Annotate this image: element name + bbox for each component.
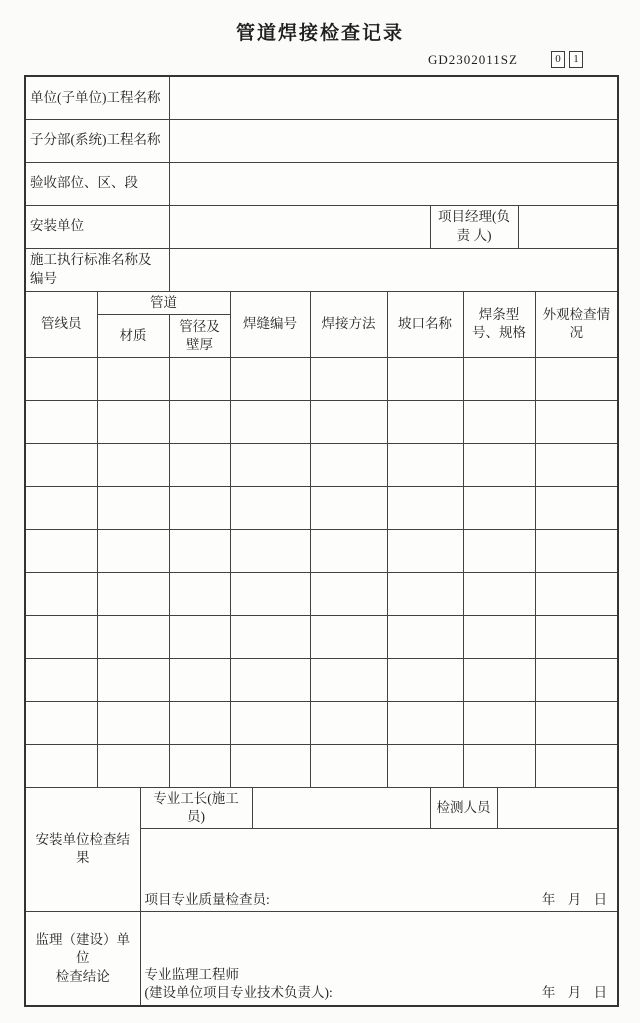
grid-cell[interactable]	[535, 701, 618, 744]
grid-cell[interactable]	[230, 486, 310, 529]
grid-cell[interactable]	[230, 529, 310, 572]
page-number-boxes	[551, 51, 583, 68]
install-check-date: 年 月 日	[541, 891, 608, 907]
grid-cell[interactable]	[310, 615, 387, 658]
grid-empty-row	[25, 486, 618, 529]
grid-cell[interactable]	[387, 615, 463, 658]
grid-empty-row	[25, 701, 618, 744]
grid-cell[interactable]	[310, 443, 387, 486]
grid-cell[interactable]	[463, 357, 535, 400]
grid-empty-row	[25, 744, 618, 787]
supervision-label	[25, 912, 140, 1006]
grid-cell[interactable]	[535, 744, 618, 787]
grid-cell[interactable]	[463, 701, 535, 744]
project-manager-value[interactable]	[518, 205, 618, 248]
supervision-row	[25, 912, 618, 1006]
grid-cell[interactable]	[387, 443, 463, 486]
quality-inspector-label: 项目专业质量检查员:	[144, 891, 270, 907]
acceptance-part-value[interactable]	[169, 162, 618, 205]
foreman-label: 专业工长(施工员)	[140, 787, 252, 828]
info-row-subdivision	[25, 119, 618, 162]
grid-cell[interactable]	[535, 615, 618, 658]
supervision-sign-cell[interactable]	[140, 912, 618, 1006]
grid-cell[interactable]	[25, 400, 97, 443]
grid-cell[interactable]	[230, 744, 310, 787]
grid-cell[interactable]	[387, 486, 463, 529]
grid-cell[interactable]	[97, 572, 169, 615]
grid-cell[interactable]	[230, 615, 310, 658]
grid-cell[interactable]	[230, 357, 310, 400]
grid-cell[interactable]	[230, 443, 310, 486]
grid-empty-row	[25, 357, 618, 400]
grid-cell[interactable]	[169, 529, 230, 572]
grid-cell[interactable]	[97, 658, 169, 701]
page-box-0: 0	[551, 51, 565, 68]
grid-empty-row	[25, 529, 618, 572]
grid-cell[interactable]	[310, 572, 387, 615]
grid-cell[interactable]	[230, 658, 310, 701]
grid-cell[interactable]	[169, 443, 230, 486]
grid-cell[interactable]	[535, 443, 618, 486]
grid-cell[interactable]	[25, 615, 97, 658]
grid-cell[interactable]	[230, 572, 310, 615]
grid-cell[interactable]	[97, 615, 169, 658]
acceptance-part-label: 验收部位、区、段	[25, 162, 169, 205]
grid-cell[interactable]	[310, 357, 387, 400]
grid-header-row-1	[25, 291, 618, 314]
grid-cell[interactable]	[463, 572, 535, 615]
tester-label: 检测人员	[430, 787, 497, 828]
install-unit-label: 安装单位	[25, 205, 169, 248]
info-row-acceptance-part	[25, 162, 618, 205]
supervision-date: 年 月 日	[541, 985, 608, 1001]
grid-cell[interactable]	[463, 529, 535, 572]
supervision-label-line1: 监理（建设）单位	[35, 932, 130, 966]
supervision-engineer-label: 专业监理工程师	[144, 967, 239, 983]
info-row-standard	[25, 248, 618, 291]
grid-cell[interactable]	[97, 443, 169, 486]
grid-cell[interactable]	[535, 529, 618, 572]
page-box-1: 1	[569, 51, 583, 68]
grid-cell[interactable]	[169, 658, 230, 701]
info-row-install-unit	[25, 205, 618, 248]
col-header-weld-method: 焊接方法	[310, 291, 387, 357]
col-header-groove-name: 坡口名称	[387, 291, 463, 357]
grid-cell[interactable]	[230, 701, 310, 744]
grid-cell[interactable]	[310, 744, 387, 787]
grid-cell[interactable]	[25, 529, 97, 572]
project-manager-label: 项目经理(负责 人)	[430, 205, 518, 248]
grid-cell[interactable]	[25, 572, 97, 615]
tester-value[interactable]	[497, 787, 618, 828]
install-check-label: 安装单位检查结果	[25, 787, 140, 911]
grid-cell[interactable]	[97, 701, 169, 744]
grid-cell[interactable]	[535, 400, 618, 443]
grid-cell[interactable]	[463, 744, 535, 787]
grid-cell[interactable]	[387, 658, 463, 701]
quality-inspector-sign-cell[interactable]	[140, 829, 618, 912]
grid-cell[interactable]	[310, 658, 387, 701]
grid-cell[interactable]	[387, 400, 463, 443]
supervision-engineer-sub-label: (建设单位项目专业技术负责人):	[144, 985, 333, 1001]
col-header-weld-no: 焊缝编号	[230, 291, 310, 357]
grid-cell[interactable]	[310, 400, 387, 443]
grid-cell[interactable]	[169, 400, 230, 443]
foreman-value[interactable]	[252, 787, 430, 828]
grid-cell[interactable]	[535, 357, 618, 400]
grid-empty-row	[25, 400, 618, 443]
grid-cell[interactable]	[169, 615, 230, 658]
grid-cell[interactable]	[169, 701, 230, 744]
grid-cell[interactable]	[463, 615, 535, 658]
install-unit-value[interactable]	[169, 205, 430, 248]
form-code: GD2302011SZ	[428, 52, 518, 67]
unit-project-label: 单位(子单位)工程名称	[25, 76, 169, 119]
grid-cell[interactable]	[463, 443, 535, 486]
grid-cell[interactable]	[387, 744, 463, 787]
grid-cell[interactable]	[535, 486, 618, 529]
grid-cell[interactable]	[25, 701, 97, 744]
col-header-pipe-group: 管道	[97, 291, 230, 314]
grid-cell[interactable]	[97, 744, 169, 787]
grid-empty-row	[25, 572, 618, 615]
grid-cell[interactable]	[463, 400, 535, 443]
grid-cell[interactable]	[97, 529, 169, 572]
grid-cell[interactable]	[387, 572, 463, 615]
grid-cell[interactable]	[25, 658, 97, 701]
grid-cell[interactable]	[169, 572, 230, 615]
col-header-pipeline-worker: 管线员	[25, 291, 97, 357]
grid-cell[interactable]	[310, 701, 387, 744]
col-header-appearance: 外观检查情况	[535, 291, 618, 357]
grid-cell[interactable]	[463, 658, 535, 701]
unit-project-value[interactable]	[169, 76, 618, 119]
grid-cell[interactable]	[97, 486, 169, 529]
grid-cell[interactable]	[535, 658, 618, 701]
grid-cell[interactable]	[25, 443, 97, 486]
grid-body	[25, 357, 618, 787]
grid-cell[interactable]	[310, 529, 387, 572]
grid-cell[interactable]	[97, 400, 169, 443]
grid-empty-row	[25, 443, 618, 486]
standard-value[interactable]	[169, 248, 618, 291]
grid-empty-row	[25, 658, 618, 701]
welding-inspection-form	[24, 75, 619, 1007]
grid-cell[interactable]	[463, 486, 535, 529]
grid-empty-row	[25, 615, 618, 658]
info-row-unit-project	[25, 76, 618, 119]
grid-cell[interactable]	[310, 486, 387, 529]
grid-cell[interactable]	[230, 400, 310, 443]
grid-cell[interactable]	[535, 572, 618, 615]
grid-cell[interactable]	[25, 744, 97, 787]
page-title: 管道焊接检查记录	[235, 23, 404, 44]
grid-cell[interactable]	[97, 357, 169, 400]
grid-cell[interactable]	[387, 357, 463, 400]
subdivision-label: 子分部(系统)工程名称	[25, 119, 169, 162]
grid-cell[interactable]	[169, 744, 230, 787]
col-header-diameter-thickness: 管径及壁厚	[169, 314, 230, 357]
grid-cell[interactable]	[169, 357, 230, 400]
subdivision-value[interactable]	[169, 119, 618, 162]
supervision-label-line2: 检查结论	[55, 968, 110, 984]
grid-cell[interactable]	[25, 357, 97, 400]
grid-cell[interactable]	[169, 486, 230, 529]
col-header-rod-spec: 焊条型号、规格	[463, 291, 535, 357]
standard-label: 施工执行标准名称及编号	[25, 248, 169, 291]
grid-cell[interactable]	[387, 701, 463, 744]
col-header-material: 材质	[97, 314, 169, 357]
grid-cell[interactable]	[25, 486, 97, 529]
install-check-row-1	[25, 787, 618, 828]
grid-cell[interactable]	[387, 529, 463, 572]
